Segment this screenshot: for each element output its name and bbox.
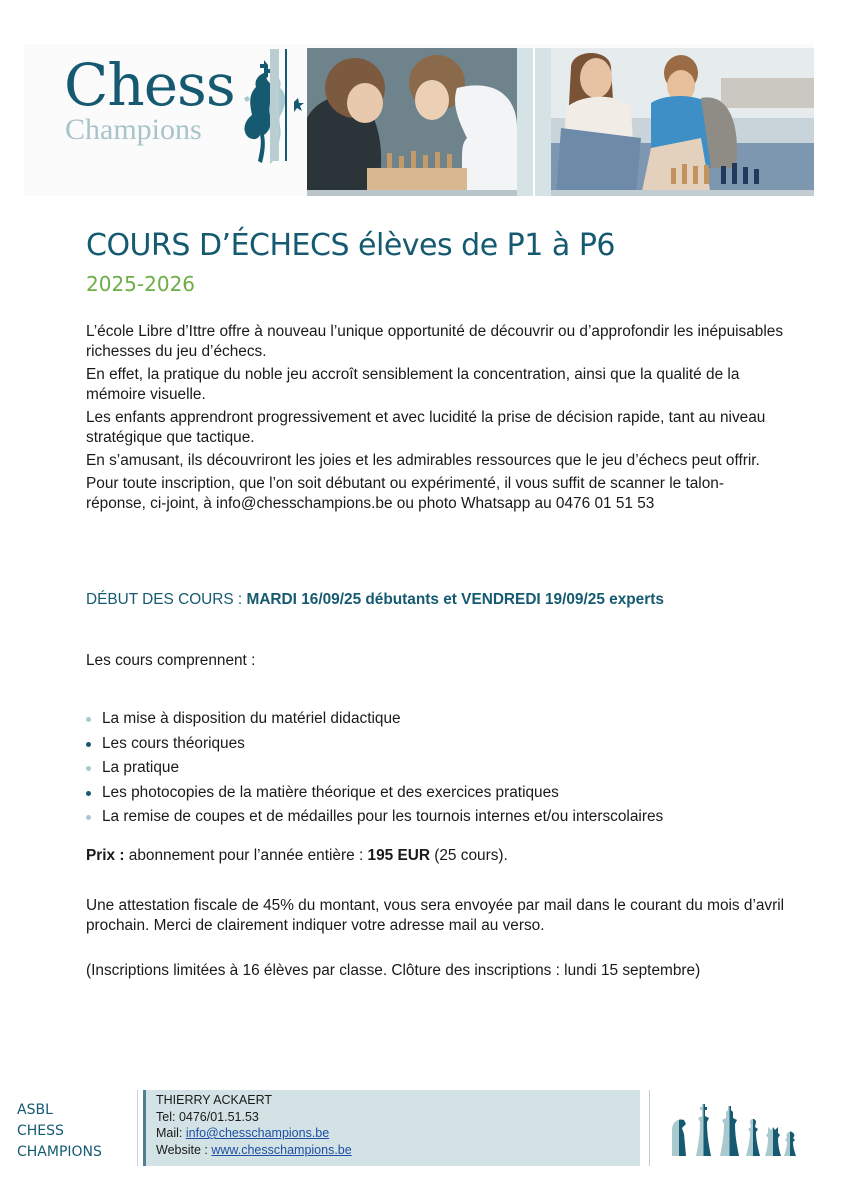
contact-mail-label: Mail: bbox=[156, 1126, 186, 1140]
course-start-dates: MARDI 16/09/25 débutants et VENDREDI 19/09/25 experts bbox=[246, 591, 664, 608]
photo-kids-outdoor-chess bbox=[551, 48, 814, 196]
header-banner bbox=[24, 44, 814, 196]
mail-link[interactable]: info@chesschampions.be bbox=[185, 1126, 330, 1140]
list-item-text: Les cours théoriques bbox=[102, 734, 245, 752]
list-item bbox=[86, 756, 663, 781]
course-start bbox=[86, 590, 664, 610]
price-text: abonnement pour l’année entière : bbox=[124, 847, 368, 864]
price-label: Prix : bbox=[86, 847, 125, 864]
contact-tel bbox=[156, 1109, 640, 1126]
intro-paragraph: Les enfants apprendront progressivement et avec lucidité la prise de décision rapide, tant au niveau stratégique que tactique. bbox=[86, 409, 766, 446]
list-item bbox=[86, 805, 663, 830]
intro-paragraph: L’école Libre d’Ittre offre à nouveau l’unique opportunité de découvrir ou d’approfondir les inépuisables richesses du jeu d’échecs. bbox=[86, 323, 784, 360]
bullet-icon bbox=[86, 791, 91, 796]
photo-divider-gap bbox=[533, 48, 535, 196]
contact-website bbox=[156, 1142, 640, 1159]
tax-note: Une attestation fiscale de 45% du montant, vous sera envoyée par mail dans le courant du mois d’avril prochain. Merci de clairement indiquer votre adresse mail au verso. bbox=[86, 897, 785, 934]
header-divider-light bbox=[270, 49, 279, 161]
intro-paragraph: En effet, la pratique du noble jeu accroît sensiblement la concentration, ainsi que la qualité de la mémoire visuelle. bbox=[86, 366, 740, 403]
footer-divider bbox=[137, 1090, 138, 1166]
footer-organization bbox=[17, 1100, 102, 1163]
contact-tel-label: Tel: bbox=[156, 1109, 179, 1124]
chess-champions-logo bbox=[64, 51, 294, 164]
course-start-label: DÉBUT DES COURS : bbox=[86, 591, 247, 608]
list-item bbox=[86, 732, 663, 757]
logo-text-champions: Champions bbox=[65, 113, 202, 146]
price-detail: (25 cours). bbox=[429, 847, 508, 864]
intro-paragraph: Pour toute inscription, que l’on soit débutant ou expérimenté, il vous suffit de scanner le talon-réponse, ci-joint, à info@chesschampions.be ou photo Whatsapp au 0476 01 51 53 bbox=[86, 475, 724, 512]
footer-org-line: CHESS bbox=[17, 1123, 64, 1139]
photo-kids-illustration bbox=[551, 48, 814, 196]
footer-contact-box bbox=[143, 1090, 640, 1166]
photo-boys-playing-chess bbox=[307, 48, 517, 196]
footer-org-line: CHAMPIONS bbox=[17, 1144, 102, 1160]
contact-tel-value: 0476/01.51.53 bbox=[178, 1109, 259, 1124]
list-item bbox=[86, 707, 663, 732]
list-item bbox=[86, 781, 663, 806]
bullet-icon bbox=[86, 815, 91, 820]
season-subtitle: 2025-2026 bbox=[86, 272, 196, 296]
header-divider-dark bbox=[285, 49, 287, 161]
includes-label: Les cours comprennent : bbox=[86, 652, 256, 669]
list-item-text: Les photocopies de la matière théorique et des exercices pratiques bbox=[102, 783, 559, 801]
contact-mail bbox=[156, 1125, 640, 1142]
price-line bbox=[86, 846, 508, 866]
bullet-icon bbox=[86, 766, 91, 771]
intro-paragraph: En s’amusant, ils découvriront les joies et les admirables ressources que le jeu d’échecs peut offrir. bbox=[86, 452, 760, 469]
enrollment-limits: (Inscriptions limitées à 16 élèves par classe. Clôture des inscriptions : lundi 15 septembre) bbox=[86, 962, 701, 979]
website-link[interactable]: www.chesschampions.be bbox=[211, 1142, 352, 1157]
includes-list bbox=[86, 707, 663, 830]
footer-separator bbox=[649, 1090, 650, 1166]
chess-king-icon bbox=[234, 58, 304, 166]
page-title: COURS D’ÉCHECS élèves de P1 à P6 bbox=[86, 228, 615, 263]
footer-org-line: ASBL bbox=[17, 1102, 53, 1118]
list-item-text: La mise à disposition du matériel didactique bbox=[102, 710, 401, 727]
bullet-icon bbox=[86, 742, 91, 747]
intro-text bbox=[86, 322, 826, 517]
bullet-icon bbox=[86, 717, 91, 722]
photo-boys-illustration bbox=[307, 48, 517, 196]
list-item-text: La remise de coupes et de médailles pour les tournois internes et/ou interscolaires bbox=[102, 808, 664, 825]
list-item-text: La pratique bbox=[102, 759, 180, 776]
contact-website-label: Website : bbox=[156, 1142, 212, 1157]
contact-name: THIERRY ACKAERT bbox=[156, 1093, 273, 1107]
logo-text-chess: Chess bbox=[64, 51, 235, 119]
price-amount: 195 EUR bbox=[367, 847, 430, 864]
chess-pieces-icon bbox=[668, 1100, 798, 1160]
